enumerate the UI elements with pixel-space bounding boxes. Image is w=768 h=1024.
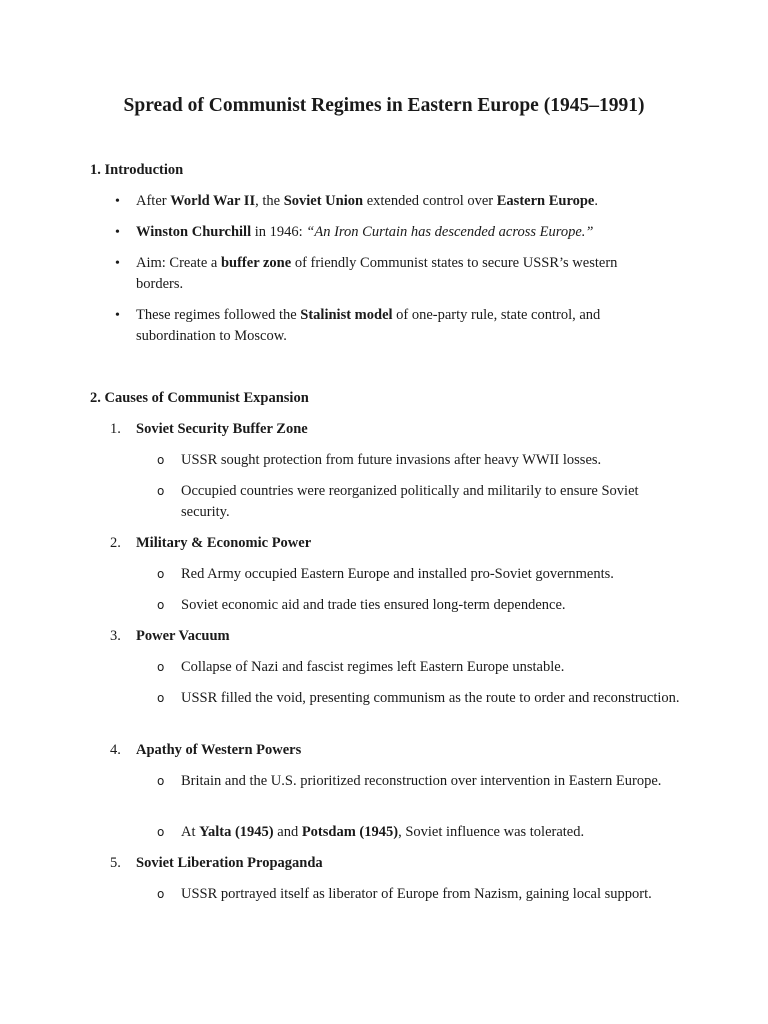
numbered-item xyxy=(110,626,230,647)
page-title: Spread of Communist Regimes in Eastern Europe (1945–1991) xyxy=(123,95,645,116)
bullet-icon: • xyxy=(115,194,120,209)
bullet-icon: • xyxy=(115,225,120,240)
text: and xyxy=(273,824,302,840)
item-label: Military & Economic Power xyxy=(136,535,312,551)
text: of friendly Communist states to secure USSR’s western borders. xyxy=(136,255,618,292)
text: Aim: Create a xyxy=(136,255,221,271)
text: Collapse of Nazi and fascist regimes left Eastern Europe unstable. xyxy=(181,659,565,675)
sub-list-item xyxy=(157,657,681,678)
bold-text: Potsdam (1945) xyxy=(301,824,399,840)
numbered-item xyxy=(110,740,301,761)
sub-list-item xyxy=(157,884,681,905)
sub-list-item xyxy=(157,450,681,471)
text: of one-party rule, state control, and subordination to Moscow. xyxy=(136,307,601,344)
text: At xyxy=(181,824,200,840)
sub-list-item xyxy=(157,595,681,616)
text: , the xyxy=(255,193,284,209)
circle-bullet-icon: o xyxy=(157,567,165,581)
text: After xyxy=(136,193,171,209)
circle-bullet-icon: o xyxy=(157,453,165,467)
circle-bullet-icon: o xyxy=(157,825,165,839)
circle-bullet-icon: o xyxy=(157,887,165,901)
text: Soviet economic aid and trade ties ensured long-term dependence. xyxy=(181,597,566,613)
text: , Soviet influence was tolerated. xyxy=(398,824,585,840)
text: Occupied countries were reorganized politically and militarily to ensure Soviet security. xyxy=(181,483,639,520)
numbered-item xyxy=(110,853,323,874)
bold-text: Eastern Europe xyxy=(496,193,595,209)
list-item xyxy=(115,305,656,347)
text: These regimes followed the xyxy=(136,307,301,323)
text: Britain and the U.S. prioritized reconstruction over intervention in Eastern Europe. xyxy=(181,773,662,789)
sub-list-item xyxy=(157,564,681,585)
bold-text: buffer zone xyxy=(220,255,292,271)
text: in 1946: xyxy=(251,224,307,240)
list-item xyxy=(115,253,656,295)
section-heading-causes: 2. Causes of Communist Expansion xyxy=(90,390,309,406)
bullet-icon: • xyxy=(115,308,120,323)
numbered-item xyxy=(110,533,311,554)
circle-bullet-icon: o xyxy=(157,484,165,498)
item-label: Soviet Liberation Propaganda xyxy=(136,855,323,871)
text: . xyxy=(594,193,598,209)
circle-bullet-icon: o xyxy=(157,598,165,612)
quote-text: “An Iron Curtain has descended across Europe.” xyxy=(306,224,594,240)
item-label: Apathy of Western Powers xyxy=(136,742,302,758)
sub-list-item xyxy=(157,771,681,792)
list-item xyxy=(115,191,656,212)
bold-text: Soviet Union xyxy=(283,193,364,209)
section-heading-introduction: 1. Introduction xyxy=(90,162,184,178)
list-item xyxy=(115,222,656,243)
item-label: Soviet Security Buffer Zone xyxy=(136,421,308,437)
item-number: 4. xyxy=(110,742,121,758)
sub-list-item xyxy=(157,688,681,709)
item-number: 3. xyxy=(110,628,121,644)
text: USSR filled the void, presenting communism as the route to order and reconstruction. xyxy=(181,690,680,706)
text: USSR portrayed itself as liberator of Europe from Nazism, gaining local support. xyxy=(181,886,652,902)
text: extended control over xyxy=(363,193,497,209)
text: Red Army occupied Eastern Europe and installed pro-Soviet governments. xyxy=(181,566,614,582)
bold-text: Winston Churchill xyxy=(136,224,252,240)
bold-text: World War II xyxy=(170,193,256,209)
text: USSR sought protection from future invasions after heavy WWII losses. xyxy=(181,452,602,468)
sub-list-item xyxy=(157,481,681,523)
bullet-icon: • xyxy=(115,256,120,271)
item-number: 1. xyxy=(110,421,121,437)
item-number: 5. xyxy=(110,855,121,871)
bold-text: Stalinist model xyxy=(300,307,393,323)
item-label: Power Vacuum xyxy=(136,628,230,644)
numbered-item xyxy=(110,419,308,440)
item-number: 2. xyxy=(110,535,121,551)
sub-list-item xyxy=(157,822,681,843)
bold-text: Yalta (1945) xyxy=(199,824,274,840)
circle-bullet-icon: o xyxy=(157,660,165,674)
circle-bullet-icon: o xyxy=(157,774,165,788)
circle-bullet-icon: o xyxy=(157,691,165,705)
